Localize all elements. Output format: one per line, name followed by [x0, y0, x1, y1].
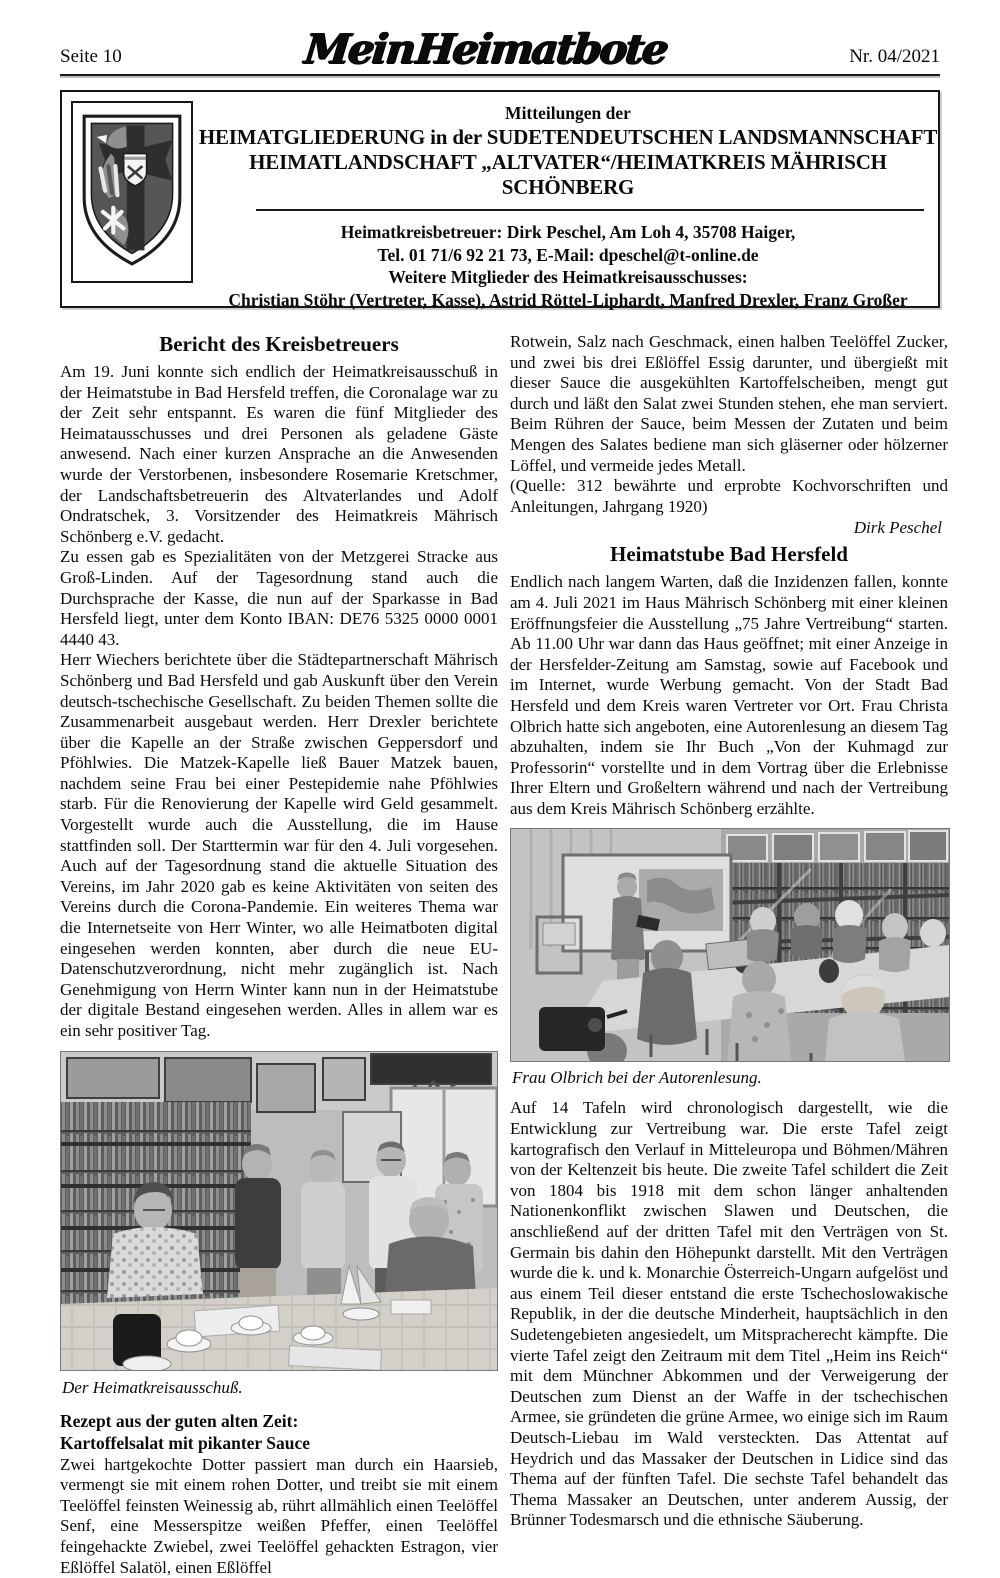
association-titles [198, 92, 938, 311]
article-paragraph: Zu essen gab es Spezialitäten von der Metzgerei Stracke aus Groß-Linden. Auf der Tagesordnung stand auch die Durchsprache der Kasse, die nun auf der Sparkasse in Bad Hersfeld liegt, unter dem Konto IBAN: DE76 5325 0000 0001 4440 43. [60, 547, 498, 649]
recipe-heading-line1: Rezept aus der guten alten Zeit: [60, 1410, 299, 1431]
recipe-source: (Quelle: 312 bewährte und erprobte Kochvorschriften und Anleitungen, Jahrgang 1920) [510, 476, 948, 516]
contact-line3: Weitere Mitglieder des Heimatkreisausschusses: [388, 267, 748, 287]
author-reading-photo [510, 828, 950, 1062]
infobox-line2: HEIMATGLIEDERUNG in der SUDETENDEUTSCHEN LANDSMANNSCHAFT [198, 125, 938, 149]
issue-number: Nr. 04/2021 [849, 46, 940, 67]
committee-photo [60, 1051, 498, 1371]
masthead-logo: Mein Heimatbote [302, 25, 669, 73]
altvater-crest-icon [80, 109, 184, 276]
article-heading-kreisbetreuer: Bericht des Kreisbetreuers [159, 332, 399, 356]
right-column [510, 332, 948, 1578]
contact-line4: Christian Stöhr (Vertreter, Kasse), Astrid Röttel-Liphardt, Manfred Drexler, Franz Großer [228, 289, 908, 310]
photo-caption: Frau Olbrich bei der Autorenlesung. [512, 1068, 762, 1088]
article-paragraph: Herr Wiechers berichtete über die Städtepartnerschaft Mährisch Schönberg und Bad Hersfeld und gab Auskunft über den Verein deutsch-tschechische Gesellschaft. Zu beiden Themen sollte die Zusammenarbeit ausgebaut werden. Herr Drexler berichtete über die Kapelle an der Straße zwischen Geppersdorf und Pföhlwies. Die Matzek-Kapelle ließ Bauer Matzek bauen, nachdem seine Frau bei einer Pestepidemie nahe Pföhlwies starb. Für die Renovierung der Kapelle wird Geld gesammelt. Vorgestellt wurde auch die Ausstellung, die im Hause stattfinden soll. Der Starttermin war für den 4. Juli vorgesehen. Auch auf der Tagesordnung stand die aktuelle Situation des Vereins, im Jahr 2020 gab es keine Aktivitäten von seiten des Vereins durch die Corona-Pandemie. Ein weiteres Thema war die Internetseite von Herr Winter, wo alle Heimatboten digital eingesehen werden konnten, aber durch die neue EU-Datenschutzverordnung, nicht mehr zugänglich ist. Nach Genehmigung von Herrn Winter kann nun in der Heimatstube der digitale Bestand eingesehen werden. Alles in allem war es ein sehr positiver Tag. [60, 650, 498, 1040]
article-paragraph: Auf 14 Tafeln wird chronologisch dargestellt, wie die Entwicklung zur Vertreibung war. Die erste Tafel zeigt kartografisch den Verlauf in Mitteleuropa und Böhmen/Mähren von der Keltenzeit bis heute. Die zweite Tafel schildert die Zeit von 1804 bis 1918 mit dem schon länger anhaltenden Nationenkonflikt zwischen Slawen und Deutschen, die anschließend auf der dritten Tafel mit den Verträgen von St. Germain bis dahin den Höhepunkt darstellt. Mit den Verträgen wurde die k. und k. Monarchie Österreich-Ungarn aufgelöst und aus einem Teil dieser entstand die erste Tschechoslowakische Republik, in der die deutsche Minderheit, hauptsächlich in den Sudetengebieten angesiedelt, um Mitspracherecht kämpfte. Die vierte Tafel zeigt den Zeitraum mit dem Titel „Heim ins Reich“ mit dem Münchner Abkommen und der Verweigerung der Deutschen zum Dienst an der Waffe in der tschechischen Armee, sie gründeten die grüne Armee, wo einige sich im Raum Deutsch-Liebau im Wald versteckten. Das Attentat auf Heydrich und das Massaker der Deutschen in Lidice sind das Thema auf der fünften Tafel. Die sechste Tafel behandelt das Thema Massaker an Deutschen, unter anderem Aussig, der Brünner Todesmarsch und die ethnische Säuberung. [510, 1098, 948, 1530]
page-header [60, 0, 940, 76]
article-paragraph: Endlich nach langem Warten, daß die Inzidenzen fallen, konnte am 4. Juli 2021 im Haus Mährisch Schönberg mit einer kleinen Eröffnungsfeier die Ausstellung „75 Jahre Vertreibung“ starten. Ab 11.00 Uhr war dann das Haus geöffnet; mit einer Anzeige in der Hersfelder-Zeitung am Samstag, sowie auf Facebook und im Internet, wurde Werbung gemacht. Von der Stadt Bad Hersfeld und dem Kreis waren Vertreter vor Ort. Frau Christa Olbrich hatte sich angeboten, eine Autorenlesung an diesem Tag abzuhalten, indem sie Ihr Buch „Von der Kuhmagd zur Professorin“ vorstellte und in dem Vortrag über die Erlebnisse Ihrer Eltern und Großeltern während und nach der Vertreibung aus dem Kreis Mährisch Schönberg erzählte. [510, 572, 948, 818]
recipe-heading-line2: Kartoffelsalat mit pikanter Sauce [60, 1433, 310, 1454]
contact-line1: Heimatkreisbetreuer: Dirk Peschel, Am Loh 4, 35708 Haiger, [340, 222, 796, 242]
crest-frame [71, 101, 193, 283]
page-number: Seite 10 [60, 46, 122, 67]
association-info-box [60, 90, 940, 308]
contact-line2: Tel. 01 71/6 92 21 73, E-Mail: dpeschel@t-online.de [377, 244, 759, 265]
infobox-divider [256, 209, 924, 211]
article-heading-heimatstube: Heimatstube Bad Hersfeld [610, 542, 848, 567]
article-paragraph: Am 19. Juni konnte sich endlich der Heimatkreisausschuß in der Heimatstube in Bad Hersfeld treffen, die Coronalage war zu der Zeit sehr entspannt. Es waren die fünf Mitglieder des Heimatausschusses und drei Personen als geladene Gäste anwesend. Nach einer kurzen Ansprache an die Anwesenden wurde der Verstorbenen, insbesondere Rosemarie Kretschmer, der Landschaftsbetreuerin des Altvaterlandes und Adolf Ondratschek, 3. Vorsitzender des Heimatkreis Mährisch Schönberg e.V. gedacht. [60, 362, 498, 546]
left-column [60, 332, 498, 1578]
infobox-line3: HEIMATLANDSCHAFT „ALTVATER“/HEIMATKREIS MÄHRISCH SCHÖNBERG [249, 150, 887, 199]
infobox-line1: Mitteilungen der [505, 103, 631, 123]
author-byline: Dirk Peschel [853, 518, 942, 538]
photo-caption: Der Heimatkreisausschuß. [62, 1377, 243, 1397]
recipe-continuation: Rotwein, Salz nach Geschmack, einen halben Teelöffel Zucker, und zwei bis drei Eßlöffel Essig darunter, und übergießt mit dieser Sauce die ausgekühlten Kartoffelscheiben, mengt gut durch und läßt den Salat zwei Stunden stehen, ehe man serviert. Beim Rühren der Sauce, beim Messen der Zutaten und beim Mengen des Salates bediene man sich gläserner oder hölzerner Löffel, und vermeide jedes Metall. [510, 332, 948, 475]
recipe-text: Zwei hartgekochte Dotter passiert man durch ein Haarsieb, vermengt sie mit einem rohen Dotter, und treibt sie mit einem Teelöffel feinsten Weinessig ab, rührt allmählich einen Teelöffel Senf, eine Messerspitze weißen Pfeffer, einen Teelöffel feingehackte Zwiebel, zwei Teelöffel gehackten Estragon, vier Eßlöffel Salatöl, einen Eßlöffel [60, 1454, 498, 1577]
